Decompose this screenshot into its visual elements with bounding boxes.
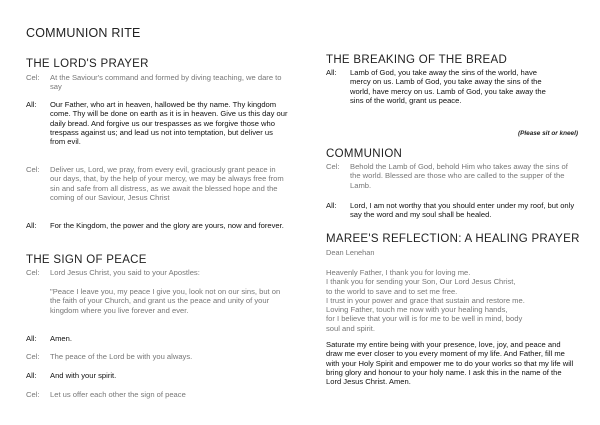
speaker-label: Cel:: [26, 73, 40, 82]
prayer-text: Deliver us, Lord, we pray, from every evil, graciously grant peace in our days, that, by the help of your mercy, we may be always free from sin and safe from all distress, as we await the blessed hope and the coming of our Saviour, Jesus Christ: [50, 165, 284, 202]
prayer-text: For the Kingdom, the power and the glory are yours, now and forever.: [50, 221, 284, 230]
peace-text: The peace of the Lord be with you always.: [50, 352, 193, 361]
communion-text: Behold the Lamb of God, behold Him who takes away the sins of the world. Blessed are those who are called to the supper of the Lamb.: [350, 162, 568, 190]
verse-line: I trust in your power and grace that sustain and restore me.: [326, 295, 525, 305]
peace-text: "Peace I leave you, my peace I give you, look not on our sins, but on the faith of your Church, and grant us the peace and unity of your kingdom where you live forever and ever.: [50, 287, 281, 315]
reflection-verse: [326, 268, 578, 333]
reflection-heading: MAREE'S REFLECTION: A HEALING PRAYER: [326, 233, 580, 245]
speaker-label: All:: [26, 221, 37, 230]
verse-line: to the world to save and to set me free.: [326, 286, 458, 296]
lords-prayer-heading: THE LORD'S PRAYER: [26, 58, 149, 70]
sign-of-peace-heading: THE SIGN OF PEACE: [26, 254, 147, 266]
reflection-closing: Saturate my entire being with your presence, love, joy, and peace and draw me ever closer to you every moment of my life. And Father, fill me with your Holy Spirit and empower me to do your works so that my life will bring glory and honour to your holy name. I ask this in the name of the Lord Jesus Christ. Amen.: [326, 340, 574, 387]
speaker-label: Cel:: [26, 352, 40, 361]
verse-line: I thank you for sending your Son, Our Lord Jesus Christ,: [326, 277, 516, 287]
peace-text: Let us offer each other the sign of peace: [50, 390, 186, 399]
posture-note: (Please sit or kneel): [517, 130, 578, 137]
breaking-bread-heading: THE BREAKING OF THE BREAD: [326, 54, 508, 66]
speaker-label: All:: [26, 100, 37, 109]
peace-text: Amen.: [50, 334, 72, 343]
verse-line: Heavenly Father, I thank you for loving me.: [326, 268, 471, 277]
speaker-label: Cel:: [26, 390, 40, 399]
speaker-label: Cel:: [26, 165, 40, 174]
prayer-text: At the Saviour's command and formed by diving teaching, we dare to say: [50, 73, 282, 92]
page-title: COMMUNION RITE: [26, 26, 141, 40]
speaker-label: All:: [326, 68, 337, 77]
verse-line: for I believe that your will is for me to be well in mind, body: [326, 314, 523, 324]
peace-text: Lord Jesus Christ, you said to your Apostles:: [50, 268, 200, 277]
verse-line: Loving Father, touch me now with your healing hands,: [326, 305, 508, 315]
speaker-label: All:: [326, 201, 337, 210]
speaker-label: Cel:: [26, 268, 40, 277]
speaker-label: All:: [26, 371, 37, 380]
communion-text: Lord, I am not worthy that you should enter under my roof, but only say the word and my soul shall be healed.: [350, 201, 575, 220]
speaker-label: Cel:: [326, 162, 340, 171]
communion-heading: COMMUNION: [326, 148, 403, 160]
prayer-text: Our Father, who art in heaven, hallowed be thy name. Thy kingdom come. Thy will be done on earth as it is in heaven. Give us this day our daily bread. And forgive us our trespasses as we forgive those who trespass against us; and lead us not into temptation, but deliver us from evil.: [50, 100, 288, 147]
lamb-of-god-text: Lamb of God, you take away the sins of the world, have mercy on us. Lamb of God, you take away the sins of the world, have mercy on us. Lamb of God, you take away the sins of the world, grant us peace.: [350, 68, 546, 105]
speaker-label: All:: [26, 334, 37, 343]
peace-text: And with your spirit.: [50, 371, 117, 380]
reflection-author: Dean Lenehan: [326, 248, 375, 257]
verse-line: soul and spirit.: [326, 323, 375, 333]
